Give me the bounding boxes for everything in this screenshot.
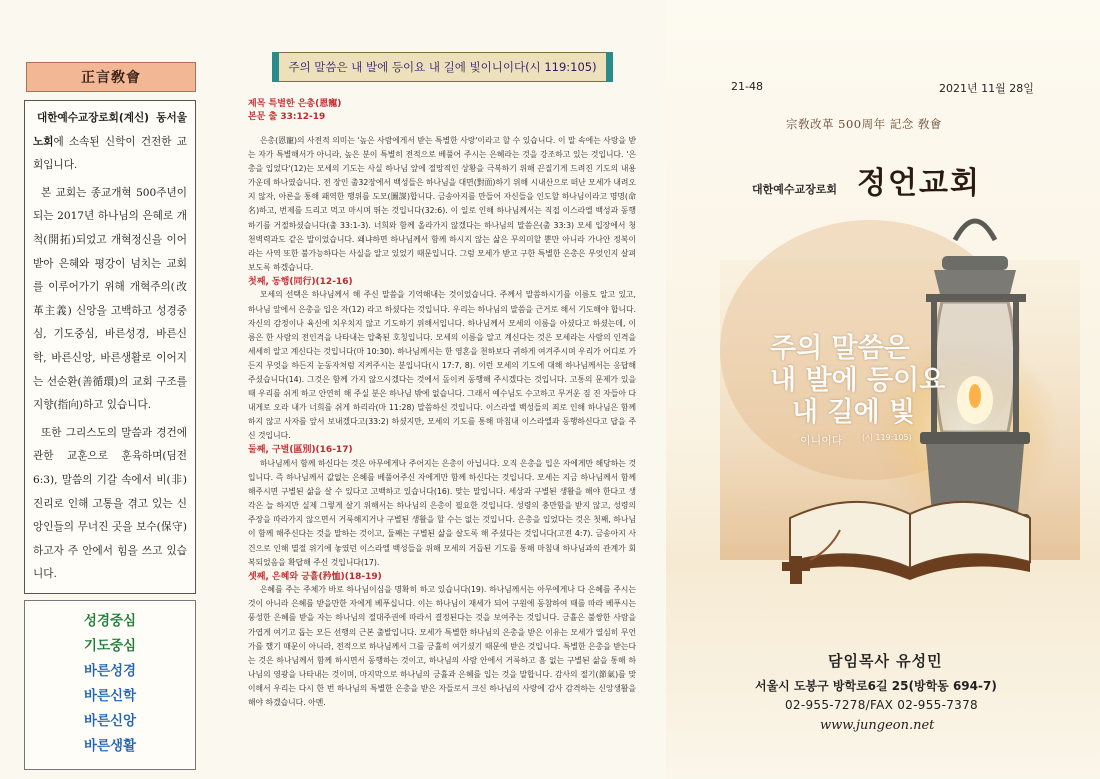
sermon-article [248, 98, 636, 766]
art-verse-line: 주의 말씀은 [770, 333, 910, 364]
theme-verse: 주의 말씀은 내 발에 등이요 내 길에 빛이니이다(시 119:105) [288, 60, 597, 74]
section-body: 은혜를 주는 주체가 바로 하나님이심을 명확히 하고 있습니다(19). 하나님께서는 아무에게나 다 은혜를 주시는 것이 아니라 은혜를 받을만한 자에게 베푸십니다. 이는 하나님이 재세가 되어 구원에 동참하여 때를 따라 베푸시는 풍성한 은혜를 받을 자는 하나님의 절대주권에 따라서 결정된다는 것을 보여주는 것입니다. 긍휼은 불쌍한 사람을 가엽게 여기고 돕는 모든 선행의 근본 출발입니다. 모세가 특별한 하나님의 은총을 받은 이유는 모세가 열심히 무언가를 했기 때문이 아니라, 전적으로 하나님께서 그를 긍휼히 여기셨기 때문에 받은 것입니다. 특별한 은총을 받는다는 것은 하나님께서 함께 하시면서 동행하는 것이고, 하나님의 사람 안에서 거룩하고 흠 없는 구별된 삶을 통해 하나님의 영광을 나타내는 것이며, 마지막으로 하나님의 긍휼과 은혜를 입는 것을 말합니다. 감사의 절기(節氣)를 맞이해서 우리는 다시 한 번 하나님의 특별한 은총을 받은 자들로서 크신 하나님의 사랑에 감사 감격하는 신앙생활을 해야 하겠습니다. 아멘. [248, 585, 636, 707]
principle-item: 기도중심 [83, 638, 137, 654]
art-verse-line: 내 발에 등이요 [770, 365, 946, 396]
art-verse-reference: (시 119:105) [862, 433, 912, 442]
bulletin-date: 2021년 11월 28일 [939, 82, 1034, 95]
church-principles-list [24, 600, 196, 770]
principle-item: 바른성경 [83, 663, 137, 679]
section-heading: 첫째, 동행(同行)(12-16) [248, 276, 353, 287]
intro-paragraph [33, 107, 187, 178]
art-verse-line: 이니이다 [800, 434, 843, 447]
sermon-intro: 은총(恩寵)의 사전적 의미는 '높은 사람에게서 받는 특별한 사랑'이라고 할 수 있습니다. 이 말 속에는 사랑을 받는 자가 특별해서가 아니라, 높은 분이 특별히 전적으로 베풀어 주시는 은혜라는 것을 강조하고 있는 것입니다. '은총을 입었다'(12)는 모세의 기도는 사실 하나님 앞에 절망적인 상황을 극복하기 위해 끈질기게 드려진 기도의 내용 가운데 하나였습니다. 전 장인 출32장에서 백성들은 하나님을 대면(對面)하기 위해 시내산으로 떠난 모세가 내려오지 않자, 아론을 통해 패역한 행위를 도모(圖謀)합니다. 금송아지를 만들어 자신들을 인도할 하나님이라고 명명(命名)하고, 번제를 드리고 먹고 마시며 뛰논 것입니다(32:6). 이 일로 인해 하나님께서는 직접 이스라엘 백성과 동행하기를 거절하셨습니다(출 33:1-3). 너희와 함께 올라가지 않겠다는 하나님의 말씀은(출 33:3) 모세 입장에서 청천벽력과도 같은 말이었습니다. 왜냐하면 하나님께서 함께 하시지 않는 삶은 무의미할 뿐만 아니라 가나안 정복이라는 사역 또한 불가능하다는 사실을 알고 있었기 때문입니다. 그럼 모세가 받고 구한 특별한 은총은 무엇인지 살펴보도록 하겠습니다. [248, 136, 636, 272]
sermon-title: 제목 특별한 은총(恩寵) [248, 99, 342, 109]
intro-paragraph: 본 교회는 종교개혁 500주년이 되는 2017년 하나님의 은혜로 개척(開拓)되었고 개혁정신을 이어받아 은혜와 평강이 넘치는 교회를 이루어가기 위해 개혁주의(改革主義) 신앙을 고백하고 성경중심, 기도중심, 바른성경, 바른신학, 바른신앙, 바른생활로 이어지는 선순환(善循環)의 교회 구조를 지향(指向)하고 있습니다. [33, 186, 187, 412]
section-heading: 둘째, 구별(區別)(16-17) [248, 445, 353, 456]
section-heading: 셋째, 은혜와 긍휼(矜恤)(18-19) [248, 571, 382, 582]
anniversary-subtitle: 宗敎改革 500周年 記念 敎會 [786, 117, 942, 131]
presbytery-name: 대한예수교장로회(계신) 동서울 노회 [33, 112, 187, 148]
theme-verse-banner [272, 52, 613, 82]
intro-paragraph: 또한 그리스도의 말씀과 경건에 관한 교훈으로 훈육하며(딤전 6:3), 말씀의 기갈 속에서 비(非) 진리로 인해 고통을 겪고 있는 신앙인들의 무너진 곳을 보수(保守)하고자 주 안에서 힘을 쓰고 있습니다. [33, 426, 187, 581]
principle-item: 바른신학 [83, 688, 137, 704]
church-name-tag: 正言敎會 [26, 62, 196, 92]
church-address: 서울시 도봉구 방학로6길 25(방학동 694-7) [755, 679, 997, 693]
issue-number: 21-48 [731, 80, 763, 93]
left-column [16, 60, 202, 760]
principle-item: 바른신앙 [83, 713, 137, 729]
church-introduction-box [24, 100, 196, 594]
principle-item: 성경중심 [83, 613, 137, 629]
church-phone-fax: 02-955-7278/FAX 02-955-7378 [785, 698, 978, 712]
principle-item: 바른생활 [83, 738, 137, 754]
denomination-label: 대한예수교장로회 [752, 183, 838, 196]
art-verse-line: 내 길에 빛 [792, 397, 916, 428]
section-body: 하나님께서 함께 하신다는 것은 아무에게나 주어지는 은총이 아닙니다. 오직 은총을 입은 자에게만 해당하는 것입니다. 즉 하나님께서 값없는 은혜를 베풀어주신 자에게만 함께 하신다는 것입니다. 모세는 지금 하나님께서 함께 해주시면 구별된 삶을 살 수 있다고 고백하고 있습니다(16). 맞는 말입니다. 세상과 구별된 생활을 해야 한다고 생각은 늘 하지만 실제 그렇게 살기 위해서는 하나님의 은총이 필요한 것입니다. 성령의 충만함을 받지 않고, 성령의 주장을 따라가지 않으면서 거룩해지거나 구별된 생활을 할 수는 없는 것입니다. 은총을 입었다는 것은 첫째, 하나님이 함께 해주신다는 것을 말하는 것이고, 둘째는 구별된 삶을 살도록 해 주셨다는 것입니다(고전 4:7). 금송아지 사건으로 인해 멸절 위기에 놓였던 이스라엘 백성들을 위해 모세의 거듭된 기도를 통해 마침내 하나님과의 관계가 회복되었음을 확답해 주신 것입니다(17). [248, 458, 636, 567]
pastor-name: 담임목사 유성민 [828, 652, 943, 670]
sermon-passage: 본문 출 33:12-19 [248, 112, 326, 122]
church-name-heading: 정언교회 [857, 166, 981, 201]
intro-text: 에 소속된 신학이 건전한 교회입니다. [33, 135, 187, 172]
section-body: 모세의 선택은 하나님께서 해 주신 말씀을 기억해내는 것이었습니다. 주께서 말씀하시기를 이름도 알고 있고, 하나님 앞에서 은총을 입은 자(12) 라고 하셨다는 것입니다. 우리는 하나님의 말씀을 근거로 해서 기도해야 합니다. 자신의 감정이나 육신에 치우치지 않고 기도하기 위해서입니다. 하나님께서 모세의 이름을 아셨다고 하셨는데, 이름은 한 사람의 전인격을 나타내는 압축된 호칭입니다. 모세의 이름을 알고 계신다는 것은 모세라는 사람의 인격을 세세히 알고 계신다는 것입니다(마 10:30). 하나님께서는 한 영혼을 천하보다 귀하게 여겨주시며 우리가 어디로 가든지 무엇을 하든지 눈동자처럼 지켜주시는 분입니다(시 17:7, 8). 이런 모세의 기도에 대해 하나님께서는 응답해 주셨습니다(14). 그것은 함께 가지 않으시겠다는 것에서 돌이켜 동행해 주시겠다는 것입니다. 고통의 문제가 있을 때 우리를 쉬게 하고 안연히 해 주실 분은 하나님 밖에 없습니다. 그래서 예수님도 수고하고 무거운 짐 진 자들아 다 내게로 오라 내가 너희를 쉬게 하리라(마 11:28) 말씀하신 것입니다. 이스라엘 백성들의 죄로 인해 하나님은 함께 하지 않고 사자를 앞서 보내겠다고(33:2) 하셨지만, 모세의 기도를 통해 마침내 이스라엘과 동행하신다고 답을 주신 것입니다. [248, 290, 636, 441]
church-website: www.jungeon.net [820, 718, 935, 733]
open-bible [790, 502, 1030, 580]
